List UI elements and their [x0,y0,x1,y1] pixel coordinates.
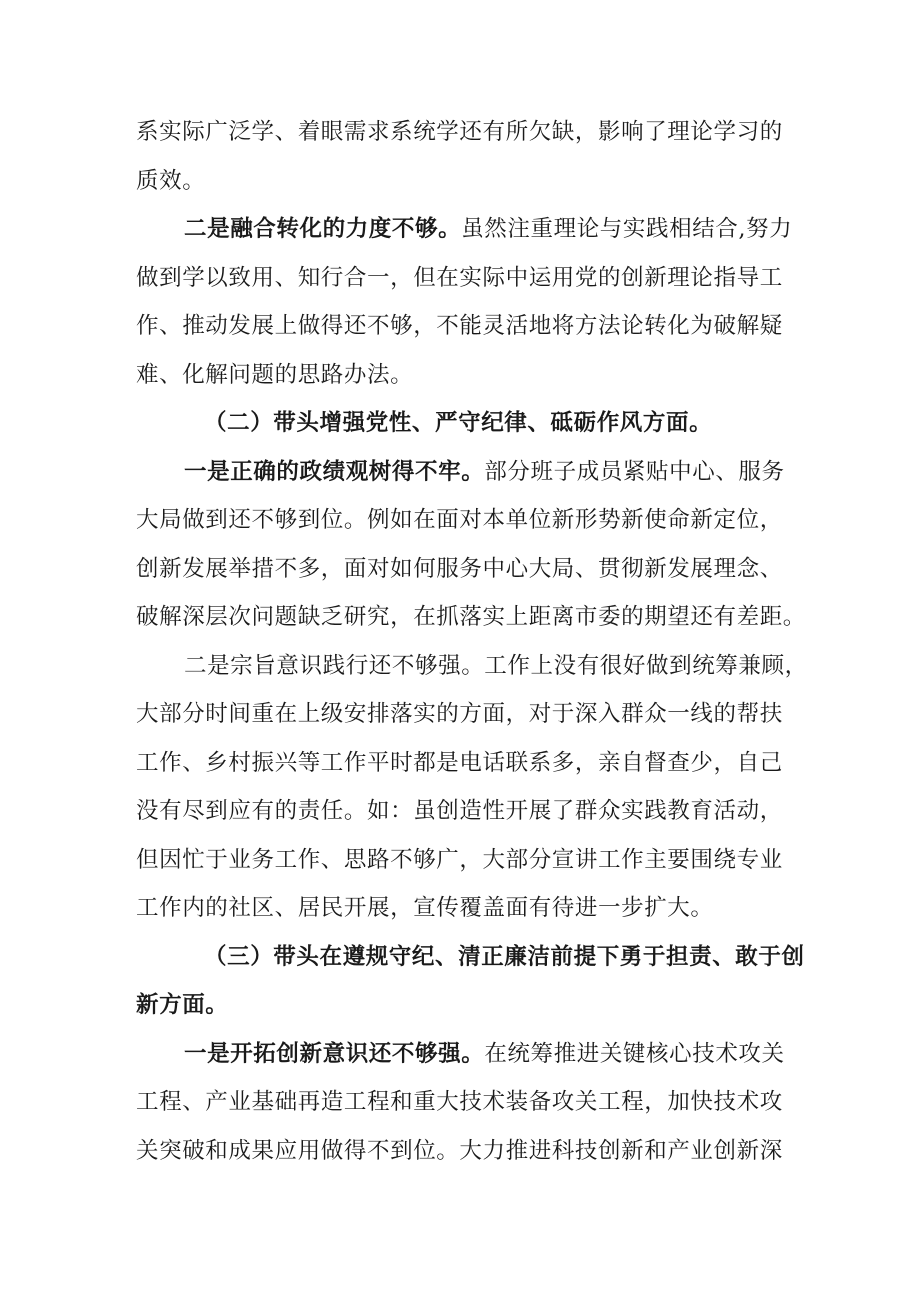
paragraph-line: 二是宗旨意识践行还不够强。工作上没有很好做到统筹兼顾， [184,652,808,679]
paragraph-line: 创新发展举措不多，面对如何服务中心大局、贯彻新发展理念、 [136,555,783,582]
section-heading-continued: 新方面。 [136,992,229,1018]
paragraph-line: 工程、产业基础再造工程和重大技术装备攻关工程，加快技术攻 [136,1089,783,1115]
paragraph-line: 二是融合转化的力度不够。虽然注重理论与实践相结合,努力 [184,216,793,242]
paragraph-line: 破解深层次问题缺乏研究，在抓落实上距离市委的期望还有差距。 [136,604,806,630]
point-heading: 一是开拓创新意识还不够强。 [184,1040,485,1067]
paragraph-line: 作、推动发展上做得还不够，不能灵活地将方法论转化为破解疑 [136,313,783,339]
paragraph-line: 难、化解问题的思路办法。 [136,361,414,388]
paragraph-line: 大部分时间重在上级安排落实的方面，对于深入群众一线的帮扶 [136,701,783,727]
paragraph-line: 质效。 [136,167,206,194]
paragraph-line: 一是正确的政绩观树得不牢。部分班子成员紧贴中心、服务 [184,458,785,485]
paragraph-line: 大局做到还不够到位。例如在面对本单位新形势新使命新定位， [136,507,783,533]
paragraph-line: 一是开拓创新意识还不够强。在统筹推进关键核心技术攻关 [184,1040,785,1067]
paragraph-line: 系实际广泛学、着眼需求系统学还有所欠缺，影响了理论学习的 [136,119,783,145]
document-page [136,108,808,1175]
paragraph-line: 关突破和成果应用做得不到位。大力推进科技创新和产业创新深 [136,1137,783,1164]
point-heading: 一是正确的政绩观树得不牢。 [184,458,485,485]
paragraph-line: 做到学以致用、知行合一，但在实际中运用党的创新理论指导工 [136,264,783,291]
section-heading: （三）带头在遵规守纪、清正廉洁前提下勇于担责、敢于创 [204,943,805,970]
point-heading: 二是融合转化的力度不够。 [184,216,462,242]
paragraph-line: 但因忙于业务工作、思路不够广，大部分宣讲工作主要围绕专业 [136,846,783,873]
paragraph-line: 工作、乡村振兴等工作平时都是电话联系多，亲自督查少，自己 [136,749,783,776]
section-heading: （二）带头增强党性、严守纪律、砥砺作风方面。 [204,410,713,436]
paragraph-line: 工作内的社区、居民开展，宣传覆盖面有待进一步扩大。 [136,895,714,921]
paragraph-line: 没有尽到应有的责任。如：虽创造性开展了群众实践教育活动， [136,798,783,824]
